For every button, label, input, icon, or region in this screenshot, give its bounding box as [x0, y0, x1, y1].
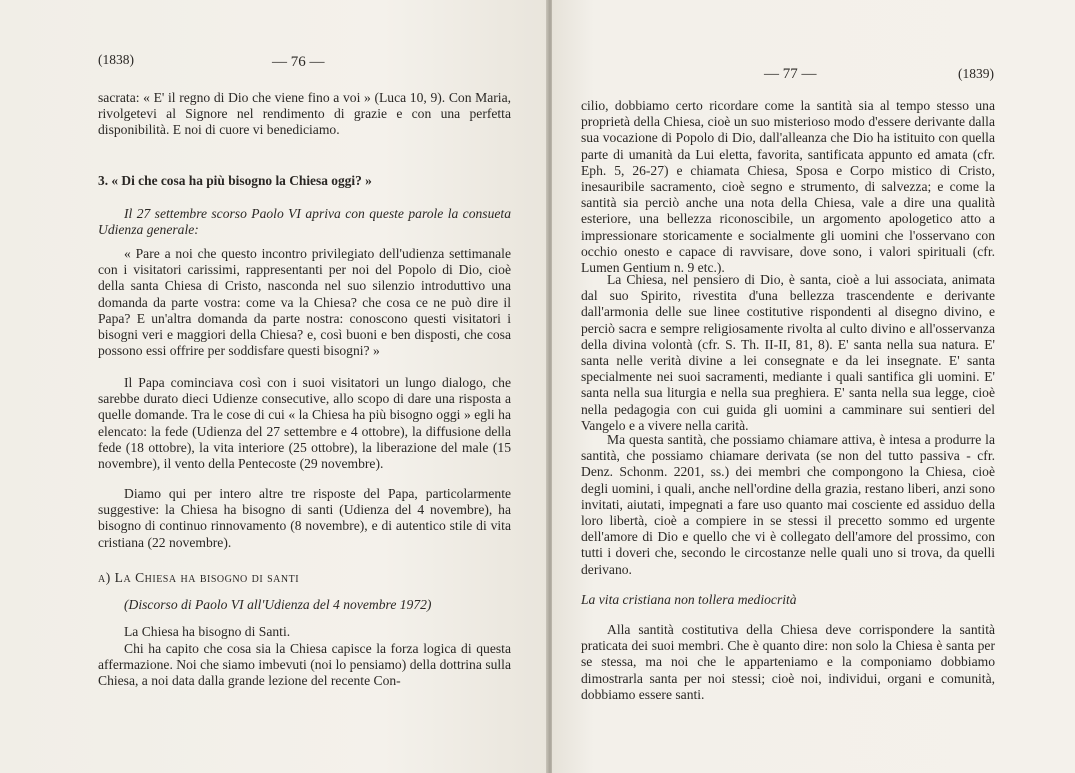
right-header-number: (1839): [958, 66, 994, 81]
right-subheading: La vita cristiana non tollera mediocrità: [581, 592, 797, 607]
left-paragraph-7: La Chiesa ha bisogno di Santi.: [124, 624, 291, 639]
section-title: 3. « Di che cosa ha più bisogno la Chiesa oggi? »: [98, 173, 372, 188]
source-line: (Discorso di Paolo VI all'Udienza del 4 novembre 1972): [124, 597, 432, 612]
right-page-number: — 77 —: [764, 66, 817, 82]
pope-quote: « Pare a noi che questo incontro privilegiato dell'udienza settimanale con i visitatori carissimi, rappresentanti per noi del Popolo di Dio, cioè della santa Chiesa di Cristo, nasconda nel suo silenzio introduttivo una domanda da parte vostra: come va la Chiesa? che cosa ce ne può dire il Papa? E un'altra domanda da parte nostra: conoscono questi visitatori i bisogni veri e maggiori della Chiesa? e, così buoni e ben disposti, che cosa possono essi offrire per soddisfare questi bisogni? »: [98, 246, 511, 359]
left-paragraph-1: sacrata: « E' il regno di Dio che viene fino a voi » (Luca 10, 9). Con Maria, rivolgetevi al Signore nel rendimento di grazie e con una perfetta disponibilità. E noi di cuore vi benediciamo.: [98, 90, 511, 138]
left-paragraph-5: Diamo qui per intero altre tre risposte del Papa, particolarmente suggestive: la Chiesa ha bisogno di santi (Udienza del 4 novembre), ha bisogno di continuo rinnovamento (8 novembre), e di autentico stile di vita cristiana (22 novembre).: [98, 486, 511, 550]
right-paragraph-2: La Chiesa, nel pensiero di Dio, è santa, cioè a lui associata, animata dal suo Spirito, rivestita d'una bellezza trascendente e derivante dall'armonia delle sue linee costitutive rispondenti al disegno divino, e perciò sacra e sempre religiosamente rivolta al culto divino e all'osservanza della divina volontà (cfr. S. Th. II-II, 81, 8). E' santa nella sua natura. E' santa nelle verità divine a lei consegnate e da lei insegnate. E' santa specialmente nei suoi sacramenti, mediante i quali santifica gli uomini. E' santa nella sua liturgia e nella sua preghiera. E' santa nella sua legge, cioè nella pedagogia con cui guida gli uomini a camminare sui sentieri del Vangelo e a vivere nella carità.: [581, 272, 995, 433]
left-header-number: (1838): [98, 52, 134, 67]
left-paragraph-4: Il Papa cominciava così con i suoi visitatori un lungo dialogo, che sarebbe durato dieci Udienze consecutive, allo scopo di dare una risposta a quelle domande. Tra le cose di cui « la Chiesa ha più bisogno oggi » egli ha elencato: la fede (Udienza del 27 settembre e 4 ottobre), la diffusione della fede (18 ottobre), la vita interiore (25 ottobre), la liberazione del male (15 novembre), il vento della Pentecoste (29 novembre).: [98, 375, 511, 472]
intro-paragraph: Il 27 settembre scorso Paolo VI apriva con queste parole la consueta Udienza generale:: [98, 206, 511, 238]
right-page: [552, 0, 1075, 773]
left-paragraph-8: Chi ha capito che cosa sia la Chiesa capisce la forza logica di questa affermazione. Noi che siamo imbevuti (noi lo pensiamo) della dottrina sulla Chiesa, a noi data dalla grande lezione del recente Con-: [98, 641, 511, 689]
subsection-title: a) La Chiesa ha bisogno di santi: [98, 570, 300, 585]
right-paragraph-1: cilio, dobbiamo certo ricordare come la santità sia al tempo stesso una proprietà della Chiesa, cioè un suo misterioso modo d'essere derivante dalla sua vocazione di Popolo di Dio, dall'alleanza che Dio ha istituito con quella parte di umanità da Lui eletta, favorita, santificata appunto ed amata (cfr. Eph. 5, 26-27) e chiamata Chiesa, Sposa e Corpo mistico di Cristo, inesauribile sacramento, cioè segno e strumento, di salvezza; e come la santità sia perciò anche una nota della Chiesa, vale a dire una qualità esteriore, una bellezza riconoscibile, un argomento apologetico atto a impressionare storicamente e socialmente gli uomini che l'osservano con occhio onesto e capace di ravvisare, dove sono, i valori spirituali (cfr. Lumen Gentium n. 9 etc.).: [581, 98, 995, 276]
left-page-number: — 76 —: [272, 54, 325, 70]
right-paragraph-4: Alla santità costitutiva della Chiesa deve corrispondere la santità praticata dei suoi membri. Che è quanto dire: non solo la Chiesa è santa per se stessa, ma noi che le apparteniamo e la componiamo dobbiamo dimostrarla santa per noi stessi; cioè noi, individui, organi e comunità, dobbiamo essere santi.: [581, 622, 995, 702]
right-paragraph-3: Ma questa santità, che possiamo chiamare attiva, è intesa a produrre la santità, che possiamo chiamare derivata (se non del tutto passiva - cfr. Denz. Schonm. 2201, ss.) dei membri che compongono la Chiesa, cioè degli uomini, i quali, anche nell'ordine della grazia, restano liberi, anzi sono invitati, aiutati, impegnati a fare uso quanto mai cosciente ed assiduo della loro libertà, cioè a compiere in se stessi il precetto sommo ed urgente dell'amore di Dio e quello che vi è collegato dell'amore del prossimo, con tutti i doveri che, secondo le circostanze nelle quali uno si trova, da quelli derivano.: [581, 432, 995, 577]
